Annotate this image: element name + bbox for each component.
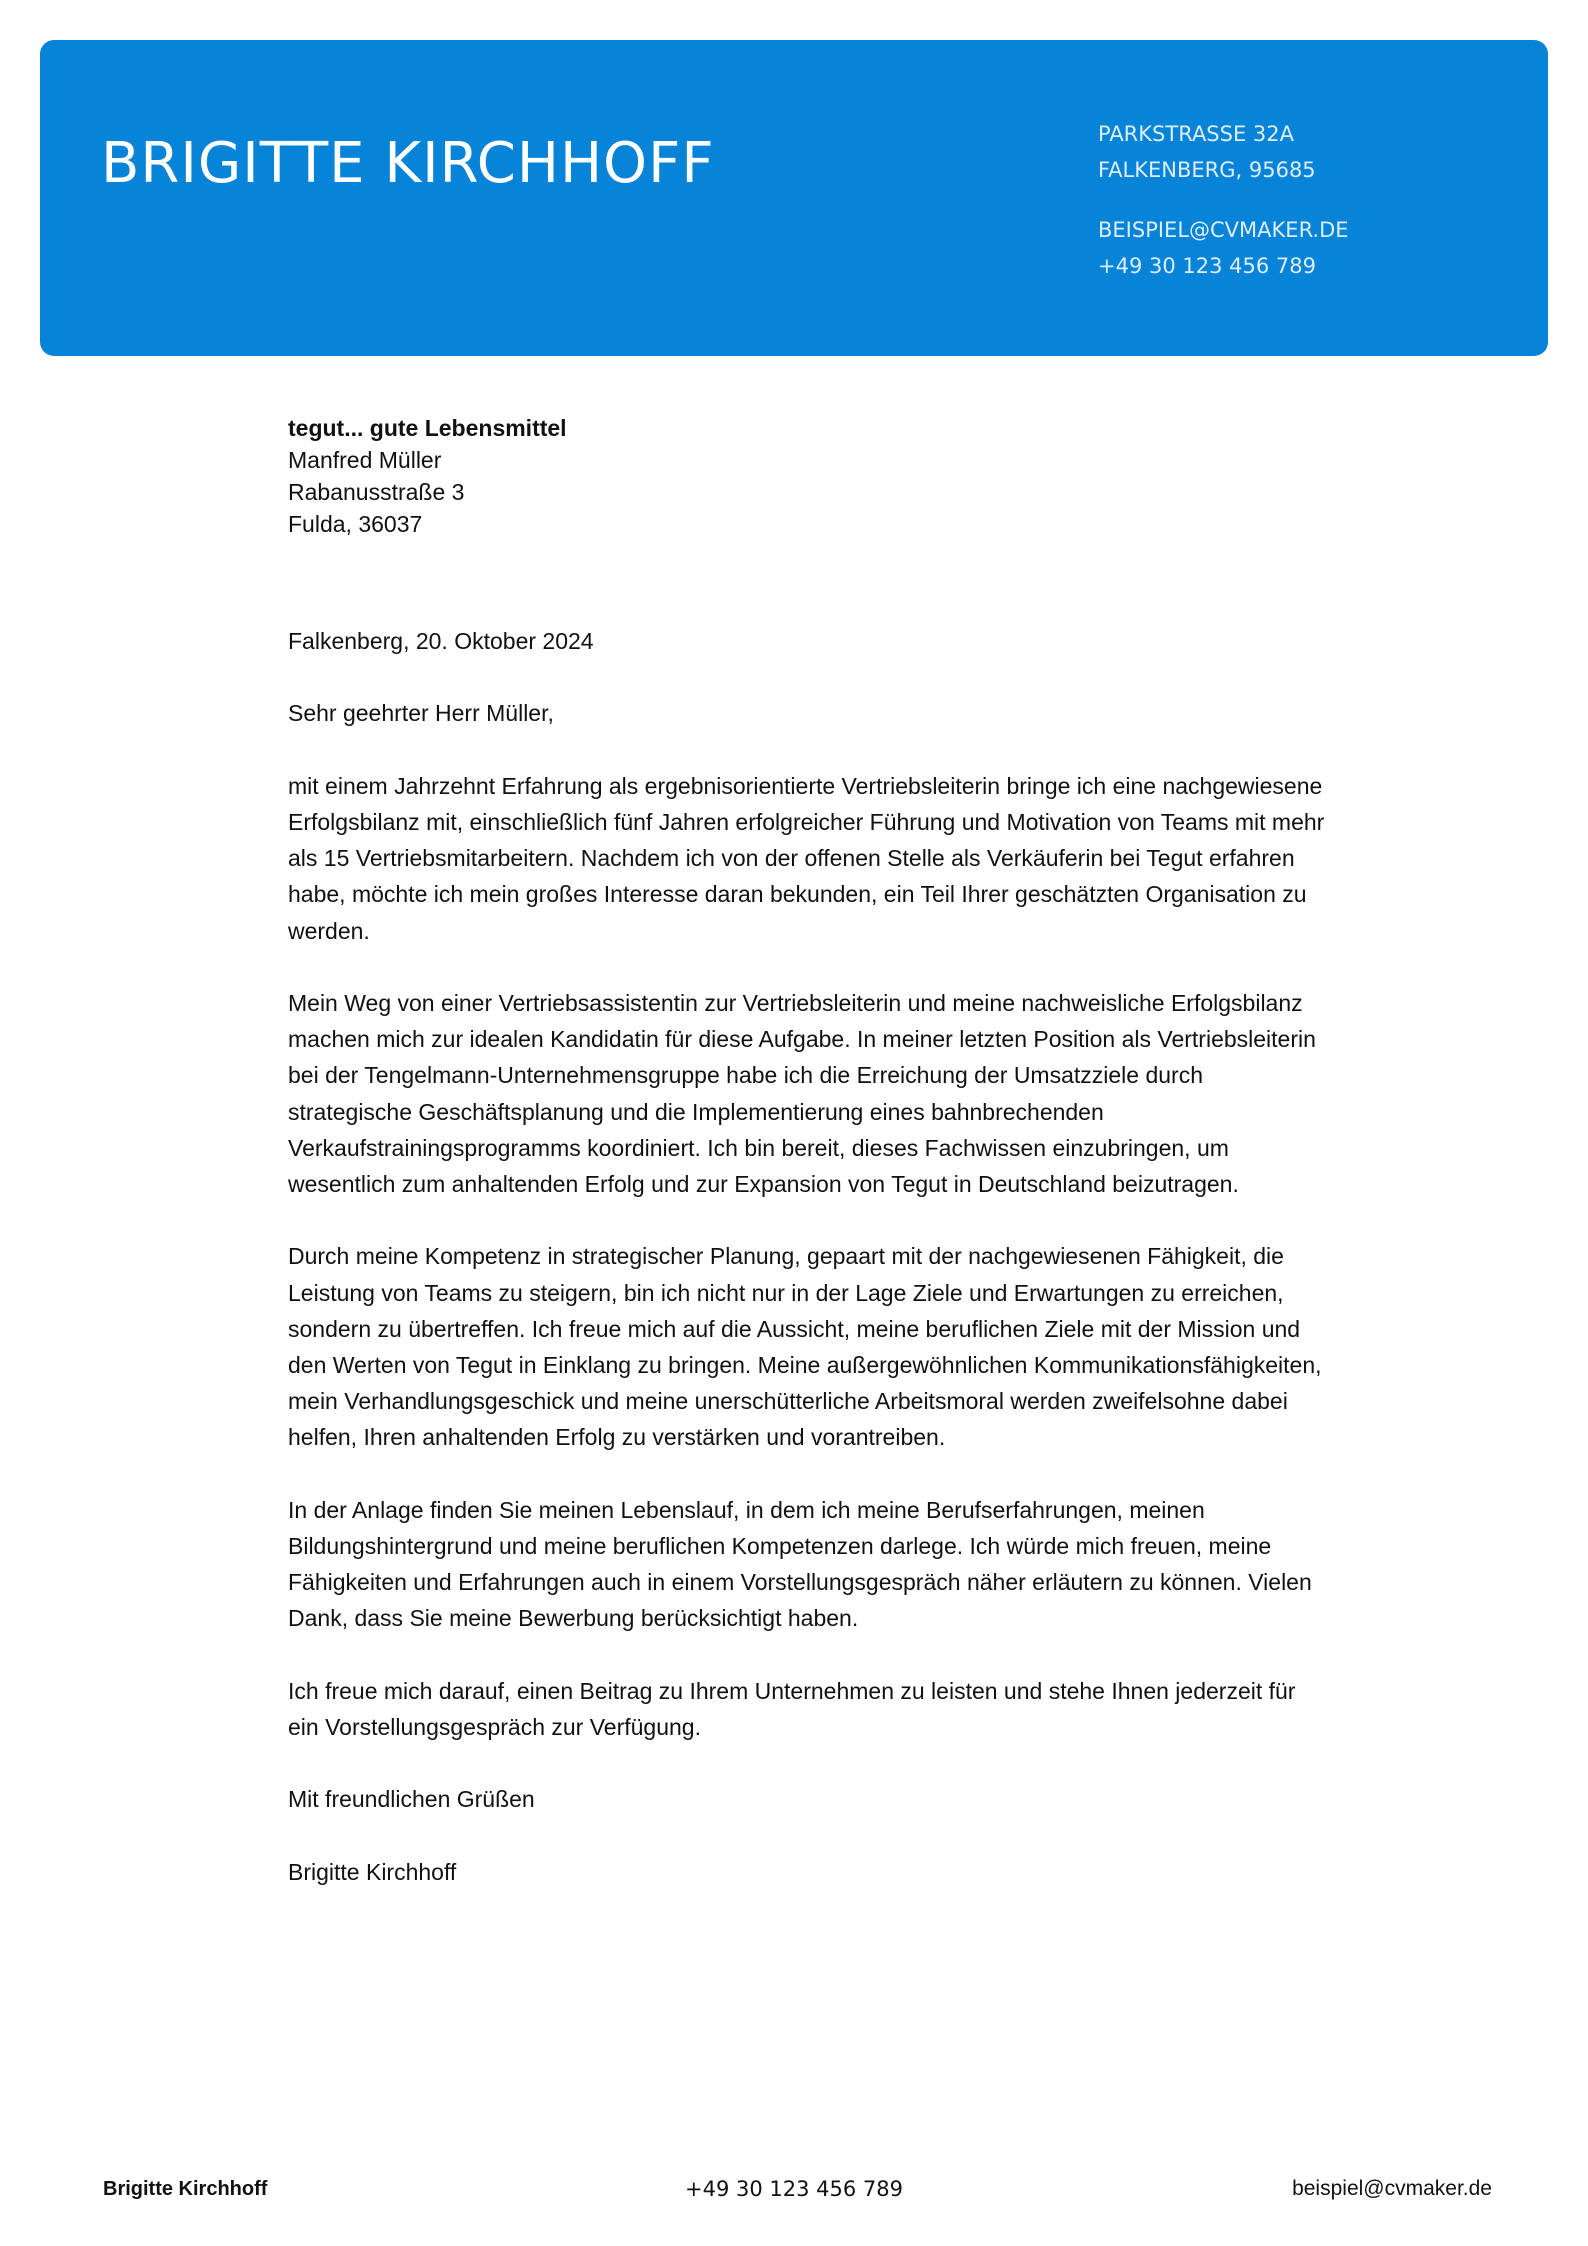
- paragraph: Ich freue mich darauf, einen Beitrag zu Ihrem Unternehmen zu leisten und stehe Ihnen jederzeit für ein Vorstellungsgespräch zur Verfügung.: [288, 1677, 1296, 1740]
- recipient-company: tegut... gute Lebensmittel: [288, 415, 567, 441]
- recipient-contact: Manfred Müller: [288, 447, 442, 473]
- header-phone: +49 30 123 456 789: [1098, 254, 1316, 278]
- paragraph: Durch meine Kompetenz in strategischer Planung, gepaart mit der nachgewiesenen Fähigkeit, die Leistung von Teams zu steigern, bin ich nicht nur in der Lage Ziele und Erwartungen zu erreichen, sondern zu übertreffen. Ich freue mich auf die Aussicht, meine beruflichen Ziele mit der Mission und den Werten von Tegut in Einklang zu bringen. Meine außergewöhnlichen Kommunikationsfähigkeiten, mein Verhandlungsgeschick und meine unerschütterliche Arbeitsmoral werden zweifelsohne dabei helfen, Ihren anhaltenden Erfolg zu verstärken und vorantreiben.: [288, 1243, 1322, 1451]
- contact-details-group: [1098, 212, 1349, 284]
- paragraph: In der Anlage finden Sie meinen Lebenslauf, in dem ich meine Berufserfahrungen, meinen Bildungshintergrund und meine beruflichen Kompetenzen darlege. Ich würde mich freuen, meine Fähigkeiten und Erfahrungen auch in einem Vorstellungsgespräch näher erläutern zu können. Vielen Dank, dass Sie meine Bewerbung berücksichtigt haben.: [288, 1496, 1312, 1632]
- recipient-address: [288, 412, 567, 540]
- address-city: FALKENBERG, 95685: [1098, 158, 1316, 182]
- closing: Mit freundlichen Grüßen: [288, 1786, 535, 1813]
- footer-phone: +49 30 123 456 789: [685, 2177, 903, 2201]
- address-group: [1098, 116, 1349, 188]
- paragraph: mit einem Jahrzehnt Erfahrung als ergebnisorientierte Vertriebsleiterin bringe ich eine nachgewiesene Erfolgsbilanz mit, einschließlich fünf Jahren erfolgreicher Führung und Motivation von Teams mit mehr als 15 Vertriebsmitarbeitern. Nachdem ich von der offenen Stelle als Verkäuferin bei Tegut erfahren habe, möchte ich mein großes Interesse daran bekunden, ein Teil Ihrer geschätzten Organisation zu werden.: [288, 772, 1325, 944]
- signature: Brigitte Kirchhoff: [288, 1858, 457, 1885]
- salutation: Sehr geehrter Herr Müller,: [288, 700, 554, 727]
- place-date: Falkenberg, 20. Oktober 2024: [288, 628, 594, 654]
- footer-name: Brigitte Kirchhoff: [103, 2178, 268, 2200]
- applicant-name: BRIGITTE KIRCHHOFF: [101, 131, 715, 196]
- recipient-city: Fulda, 36037: [288, 511, 423, 537]
- letter-body: [288, 623, 1328, 1926]
- header-email: BEISPIEL@CVMAKER.DE: [1098, 218, 1349, 242]
- footer-email: beispiel@cvmaker.de: [1292, 2177, 1492, 2200]
- address-street: PARKSTRASSE 32A: [1098, 122, 1295, 146]
- recipient-street: Rabanusstraße 3: [288, 479, 465, 505]
- header-banner: [40, 40, 1548, 356]
- paragraph: Mein Weg von einer Vertriebsassistentin zur Vertriebsleiterin und meine nachweisliche Erfolgsbilanz machen mich zur idealen Kandidatin für diese Aufgabe. In meiner letzten Position als Vertriebsleiterin bei der Tengelmann-Unternehmensgruppe habe ich die Erreichung der Umsatzziele durch strategische Geschäftsplanung und die Implementierung eines bahnbrechenden Verkaufstrainingsprogramms koordiniert. Ich bin bereit, dieses Fachwissen einzubringen, um wesentlich zum anhaltenden Erfolg und zur Expansion von Tegut in Deutschland beizutragen.: [288, 989, 1316, 1197]
- contact-block: [1098, 116, 1349, 284]
